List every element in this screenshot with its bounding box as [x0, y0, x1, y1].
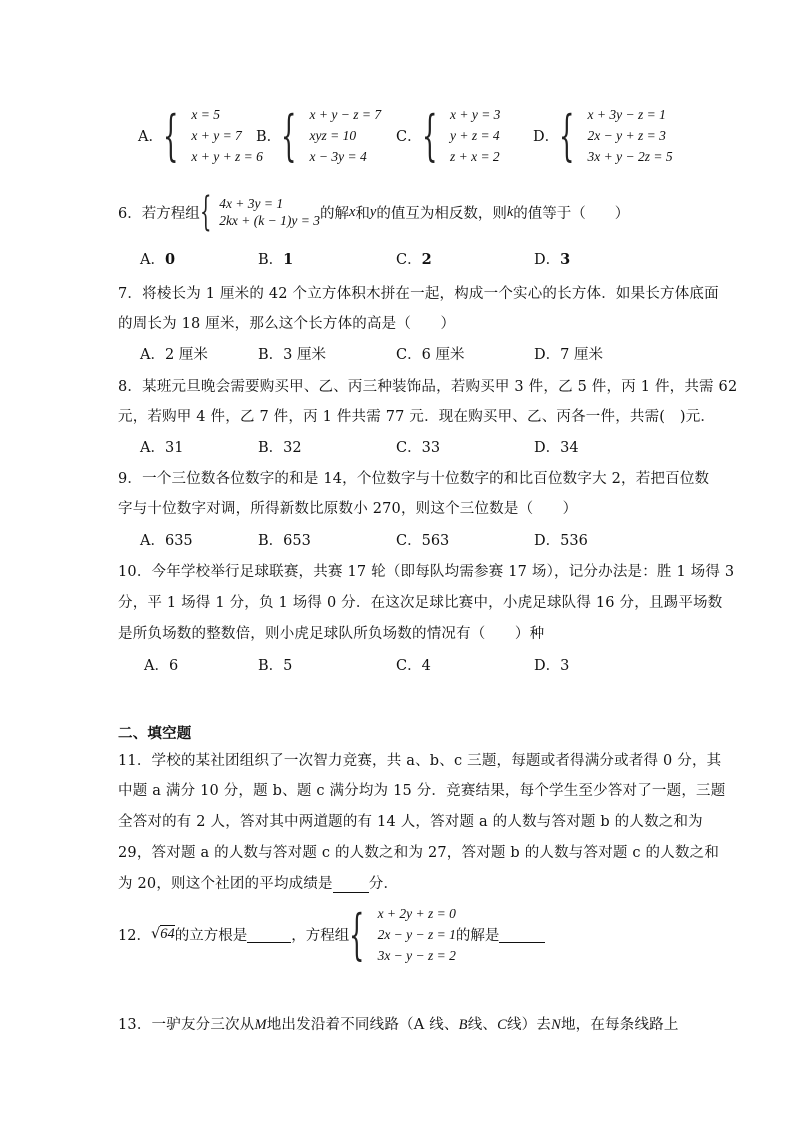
equation: 4x + 3y = 1: [219, 196, 284, 211]
option-b[interactable]: [258, 248, 293, 269]
option-label: C．: [396, 347, 422, 363]
q6-options: [140, 248, 660, 270]
brace-icon: {: [162, 103, 179, 167]
option-value: 4: [421, 658, 431, 674]
equation: 3x − y − z = 2: [377, 948, 456, 963]
option-label: C．: [396, 252, 422, 268]
variable: y: [369, 203, 377, 220]
question-text: 线、: [467, 1017, 498, 1033]
option-label: B．: [258, 347, 284, 363]
question-11-line-4: 29，答对题 a 的人数与答对题 c 的人数之和为 27，答对题 b 的人数与答对题 c 的人数之和: [118, 845, 720, 861]
radical-icon: √: [150, 926, 161, 942]
brace-icon: {: [199, 189, 212, 235]
question-text: 线）去: [506, 1017, 552, 1033]
q8-options: [140, 436, 660, 458]
option-label: D．: [534, 533, 561, 549]
q9-options: [140, 529, 660, 551]
question-13-line-1: [118, 1013, 679, 1034]
q5-option-c[interactable]: [396, 104, 500, 167]
equation: x + 3y − z = 1: [587, 107, 666, 122]
answer-blank[interactable]: [333, 876, 369, 893]
option-label: B．: [258, 658, 284, 674]
answer-blank[interactable]: [499, 926, 545, 943]
question-12: [118, 903, 545, 966]
option-label: C．: [396, 533, 422, 549]
option-label: D．: [534, 658, 561, 674]
question-10-line-1: 10．今年学校举行足球联赛，共赛 17 轮（即每队均需参赛 17 场），记分办法是：胜 1 场得 3: [118, 564, 735, 580]
option-c[interactable]: [396, 248, 432, 269]
equation: x + y + z = 6: [191, 149, 263, 164]
option-b[interactable]: [258, 529, 311, 550]
option-value: 653: [283, 533, 311, 549]
q7-options: [140, 343, 660, 365]
option-value: 3: [560, 251, 571, 268]
question-9-line-1: 9．一个三位数各位数字的和是 14，个位数字与十位数字的和比百位数字大 2，若把百位数: [118, 471, 710, 487]
question-text: 的解是: [455, 928, 500, 944]
brace-icon: {: [281, 103, 297, 167]
option-value: 31: [164, 440, 184, 456]
option-label: A．: [144, 658, 169, 674]
question-11-line-2: 中题 a 满分 10 分，题 b、题 c 满分均为 15 分．竞赛结果，每个学生至少答对了一题，三题: [118, 783, 726, 799]
question-7-line-2: 的周长为 18 厘米，那么这个长方体的高是（ ）: [118, 316, 456, 332]
option-d[interactable]: [534, 654, 569, 675]
option-d[interactable]: [534, 529, 588, 550]
option-label: C．: [396, 129, 422, 145]
option-a[interactable]: [144, 654, 178, 675]
option-value: 0: [164, 251, 176, 268]
equation: 2x − y + z = 3: [587, 128, 666, 143]
variable: k: [506, 203, 514, 220]
option-value: 6 厘米: [421, 347, 465, 363]
option-label: D．: [534, 252, 561, 268]
option-a[interactable]: [140, 343, 208, 364]
option-label: D．: [534, 440, 561, 456]
q5-option-b[interactable]: [256, 104, 381, 167]
option-value: 5: [283, 658, 293, 674]
option-a[interactable]: [140, 529, 193, 550]
question-10-line-2: 分，平 1 场得 1 分，负 1 场得 0 分．在这次足球比赛中，小虎足球队得 16 分，且踢平场数: [118, 595, 723, 611]
option-value: 33: [421, 440, 441, 456]
option-c[interactable]: [396, 529, 449, 550]
equation: x + 2y + z = 0: [377, 906, 456, 921]
option-label: A．: [138, 129, 163, 145]
equation: x − 3y = 4: [309, 149, 367, 164]
equation: x = 5: [191, 107, 220, 122]
option-label: A．: [140, 347, 165, 363]
option-a[interactable]: [140, 248, 175, 269]
equation: xyz = 10: [309, 128, 357, 143]
equation: 2kx + (k − 1)y = 3: [219, 213, 320, 228]
option-value: 7 厘米: [560, 347, 603, 363]
option-d[interactable]: [534, 343, 603, 364]
variable: M: [254, 1017, 267, 1033]
question-8-line-2: 元，若购甲 4 件，乙 7 件，丙 1 件共需 77 元．现在购买甲、乙、丙各一件，共需( )元．: [118, 409, 716, 425]
option-value: 6: [168, 658, 179, 674]
option-label: A．: [140, 440, 165, 456]
question-8-line-1: 8．某班元旦晚会需要购买甲、乙、丙三种装饰品，若购买甲 3 件，乙 5 件，丙 1 件，共需 62: [118, 379, 738, 395]
q10-options: [144, 654, 664, 676]
question-text: ，方程组: [291, 928, 350, 944]
question-9-line-2: 字与十位数字对调，所得新数比原数小 270，则这个三位数是（ ）: [118, 501, 578, 517]
question-10-line-3: 是所负场数的整数倍，则小虎足球队所负场数的情况有（ ）种: [118, 626, 545, 642]
variable: x: [348, 203, 356, 220]
option-value: 3 厘米: [283, 347, 326, 363]
q5-option-a[interactable]: [138, 104, 263, 167]
question-text: 的值互为相反数，则: [376, 205, 507, 222]
equation: 2x − y − z = 1: [377, 927, 456, 942]
question-11-line-5: [118, 872, 398, 893]
option-label: A．: [140, 252, 165, 268]
option-label: C．: [396, 440, 422, 456]
option-value: 2 厘米: [164, 347, 208, 363]
option-c[interactable]: [396, 436, 440, 457]
question-text: 的值等于（ ）: [513, 205, 630, 222]
equation: y + z = 4: [449, 128, 500, 143]
question-text: 地出发沿着不同线路（A 线、: [266, 1017, 459, 1033]
answer-blank[interactable]: [247, 926, 291, 943]
option-label: D．: [534, 347, 561, 363]
question-text: 12．: [118, 928, 151, 944]
question-text: 6．若方程组: [118, 205, 200, 222]
option-d[interactable]: [534, 436, 579, 457]
question-11-line-3: 全答对的有 2 人，答对其中两道题的有 14 人，答对题 a 的人数与答对题 b 的人数之和为: [118, 814, 703, 830]
q5-option-d[interactable]: [533, 104, 673, 167]
option-b[interactable]: [258, 343, 326, 364]
question-text: 的解: [319, 205, 349, 222]
option-value: 635: [164, 533, 193, 549]
variable: B: [458, 1017, 468, 1033]
brace-icon: {: [559, 103, 575, 167]
radicand: 64: [160, 926, 175, 942]
option-label: A．: [140, 533, 165, 549]
equation: x + y − z = 7: [309, 107, 382, 122]
variable: C: [497, 1017, 507, 1033]
question-text: 和: [355, 205, 370, 222]
option-value: 1: [283, 251, 294, 268]
option-value: 34: [560, 440, 579, 456]
option-c[interactable]: [396, 654, 431, 675]
option-value: 2: [421, 251, 432, 268]
question-7-line-1: 7．将棱长为 1 厘米的 42 个立方体积木拼在一起，构成一个实心的长方体．如果长方体底面: [118, 286, 719, 302]
equation: z + x = 2: [449, 149, 500, 164]
question-6: [118, 189, 630, 235]
equation: x + y = 7: [191, 128, 242, 143]
variable: N: [551, 1017, 561, 1033]
option-label: B．: [258, 252, 284, 268]
brace-icon: {: [349, 902, 365, 966]
option-b[interactable]: [258, 436, 302, 457]
option-d[interactable]: [534, 248, 570, 269]
option-label: C．: [396, 658, 422, 674]
brace-icon: {: [421, 103, 438, 167]
option-b[interactable]: [258, 654, 292, 675]
question-text: 分．: [368, 876, 399, 892]
section-heading: 二、填空题: [118, 725, 192, 742]
q5-options: [0, 104, 794, 174]
equation: 3x + y − 2z = 5: [587, 149, 673, 164]
question-text: 地，在每条线路上: [560, 1017, 679, 1033]
option-label: B．: [256, 129, 282, 145]
option-value: 3: [560, 658, 570, 674]
option-c[interactable]: [396, 343, 464, 364]
equation: x + y = 3: [449, 107, 501, 122]
option-label: D．: [533, 129, 560, 145]
sqrt-expression: [151, 926, 175, 943]
question-text: 为 20，则这个社团的平均成绩是: [118, 876, 333, 892]
question-11-line-1: 11．学校的某社团组织了一次智力竞赛，共 a、b、c 三题，每题或者得满分或者得 0 分，其: [118, 753, 722, 769]
option-label: B．: [258, 533, 284, 549]
option-value: 32: [283, 440, 302, 456]
option-value: 536: [560, 533, 588, 549]
option-a[interactable]: [140, 436, 183, 457]
option-label: B．: [258, 440, 284, 456]
question-text: 的立方根是: [174, 928, 248, 944]
question-text: 13．一驴友分三次从: [118, 1017, 255, 1033]
option-value: 563: [421, 533, 450, 549]
